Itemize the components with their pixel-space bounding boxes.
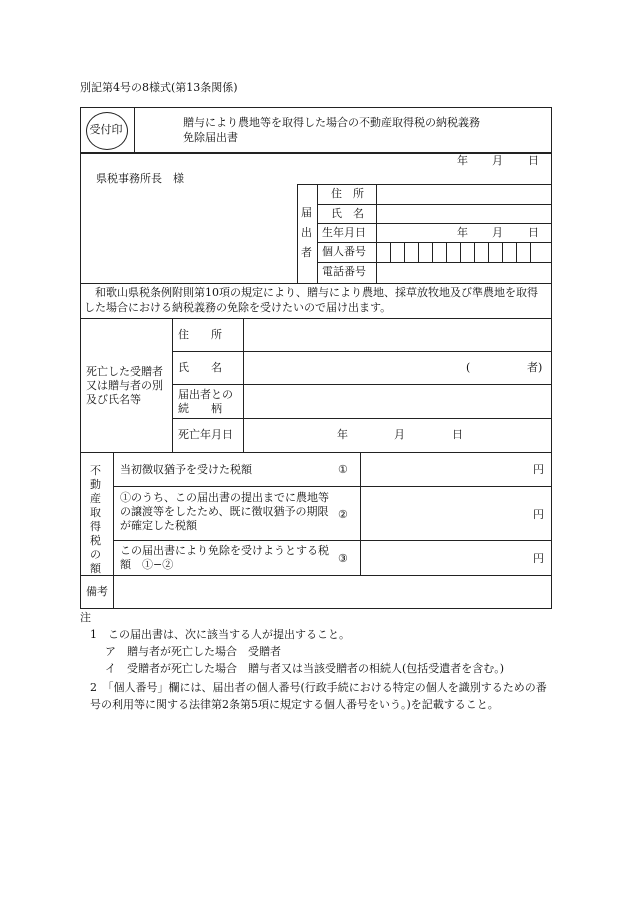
birth-year-label: 年 (457, 226, 468, 239)
tax-label-4: 取 (90, 506, 101, 519)
deceased-name-field[interactable] (244, 352, 454, 383)
notifier-label-3: 者 (301, 246, 312, 259)
addressee: 県税事務所長 様 (96, 172, 184, 185)
notifier-address-field[interactable] (377, 185, 551, 203)
notifier-phone-field[interactable] (377, 263, 551, 282)
tax-row3-mark: ③ (338, 552, 348, 565)
tax-row3-amount-field[interactable] (361, 541, 531, 574)
form-title-line1: 贈与により農地等を取得した場合の不動産取得税の納税義務 (183, 116, 480, 129)
birth-month-label: 月 (492, 226, 503, 239)
deceased-address-label: 住 所 (178, 328, 222, 341)
deceased-address-field[interactable] (244, 319, 551, 350)
tax-row2-amount-field[interactable] (361, 487, 531, 539)
date-year-label: 年 (457, 154, 468, 167)
tax-row2-mark: ② (338, 508, 348, 521)
death-month-label: 月 (394, 428, 405, 441)
relationship-field[interactable] (244, 385, 551, 417)
receipt-stamp-label: 受付印 (89, 123, 123, 136)
remarks-field[interactable] (114, 576, 551, 608)
tax-row1-unit: 円 (533, 463, 544, 476)
form-id: 別記第4号の8様式(第13条関係) (80, 81, 238, 94)
tax-row1-label: 当初徴収猶予を受けた税額 (120, 463, 252, 476)
tax-label-5: 得 (90, 520, 101, 533)
notifier-name-field[interactable] (377, 205, 551, 222)
tax-label-6: 税 (90, 534, 101, 547)
tax-row3-label: この届出書により免除を受けようとする税額 ①−② (120, 544, 329, 571)
notifier-phone-label: 電話番号 (322, 265, 366, 278)
tax-label-7: の (90, 548, 101, 561)
declaration-text: 和歌山県税条例附則第10項の規定により、贈与により農地、採草放牧地及び準農地を取得した場合における納税義務の免除を受けたいので届け出ます。 (84, 286, 538, 314)
form-title-line2: 免除届出書 (183, 131, 238, 144)
notifier-personal-number-label: 個人番号 (322, 245, 366, 258)
tax-label-1: 不 (90, 464, 101, 477)
tax-row1-amount-field[interactable] (361, 453, 531, 485)
deceased-name-label: 氏 名 (178, 361, 222, 374)
death-year-label: 年 (337, 428, 348, 441)
tax-row2-unit: 円 (533, 508, 544, 521)
tax-row1-mark: ① (338, 463, 348, 476)
tax-label-2: 動 (90, 478, 101, 491)
date-day-label: 日 (528, 154, 539, 167)
notes-heading: 注 (80, 611, 91, 624)
deceased-death-date-label: 死亡年月日 (178, 428, 233, 441)
name-paren-close: 者) (527, 361, 543, 374)
remarks-label: 備考 (86, 585, 108, 598)
tax-row2-label: ①のうち、この届出書の提出までに農地等の譲渡等をしたため、既に徴収猶予の期限が確定した税額 (120, 491, 329, 532)
deceased-group-label: 死亡した受贈者又は贈与者の別及び氏名等 (86, 365, 163, 406)
notifier-label-2: 出 (301, 226, 312, 239)
name-paren-open: ( (466, 361, 471, 374)
birth-day-label: 日 (528, 226, 539, 239)
deceased-relationship-label: 届出者との続 柄 (178, 388, 233, 415)
tax-row3-unit: 円 (533, 552, 544, 565)
personal-number-field[interactable] (377, 243, 551, 261)
note-1a: ア 贈与者が死亡した場合 受贈者 (105, 645, 281, 658)
tax-label-3: 産 (90, 492, 101, 505)
note-1b: イ 受贈者が死亡した場合 贈与者又は当該受贈者の相続人(包括受遺者を含む。) (105, 662, 505, 675)
notifier-label-1: 届 (301, 206, 312, 219)
title-box (80, 107, 552, 153)
note-1: 1 この届出書は、次に該当する人が提出すること。 (90, 628, 350, 641)
notifier-name-label: 氏 名 (331, 207, 364, 220)
note-2: 2 「個人番号」欄には、届出者の個人番号(行政手続における特定の個人を識別するための番号の利用等に関する法律第2条第5項に規定する個人番号をいう。)を記載すること。 (90, 681, 547, 711)
date-month-label: 月 (492, 154, 503, 167)
notifier-address-label: 住 所 (331, 187, 364, 200)
notifier-birthdate-label: 生年月日 (322, 226, 366, 239)
death-day-label: 日 (452, 428, 463, 441)
tax-label-8: 額 (90, 562, 101, 575)
